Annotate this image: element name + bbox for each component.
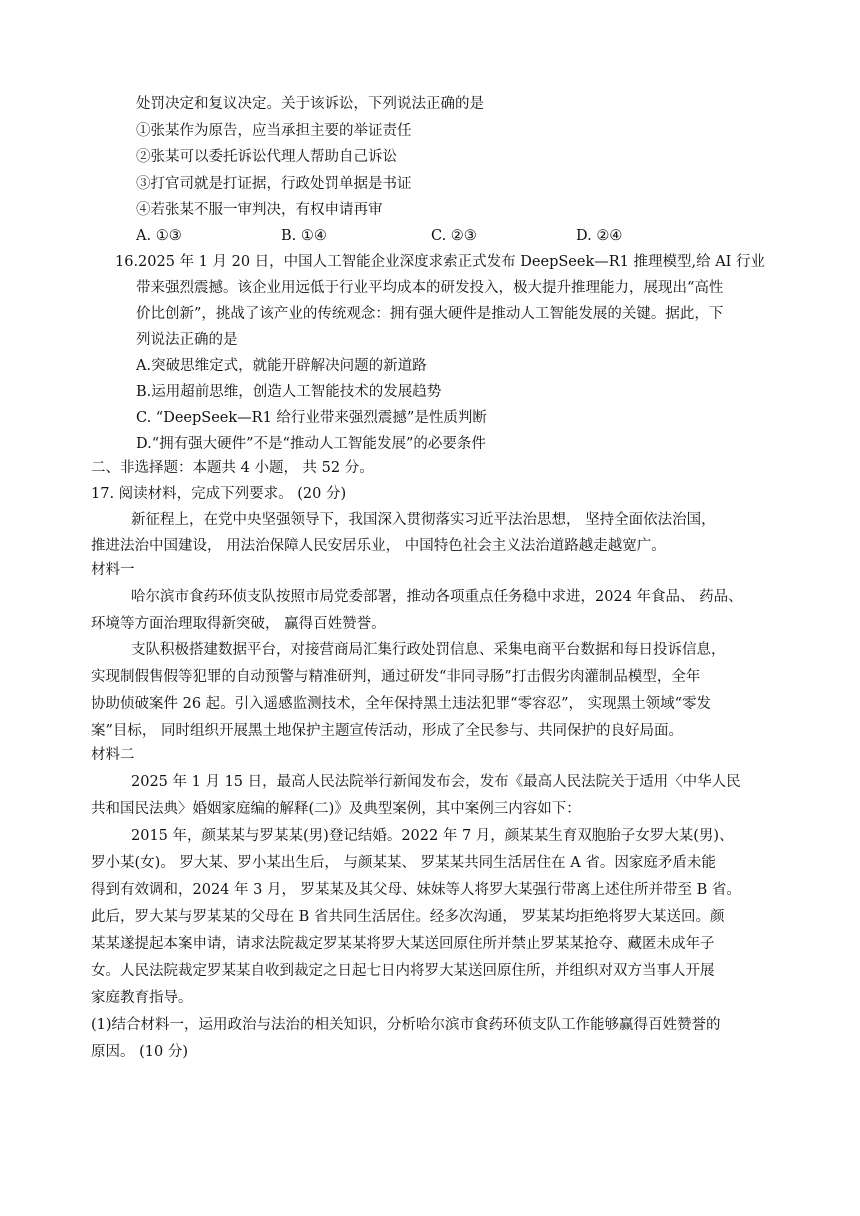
q15-option-d: D. ②④ xyxy=(576,228,623,244)
material2-line-7: 某某遂提起本案申请，请求法院裁定罗某某将罗大某送回原住所并禁止罗某某抢夺、藏匿未成年子 xyxy=(91,936,715,952)
q15-option-a: A. ①③ xyxy=(136,228,182,244)
material2-line-9: 家庭教育指导。 xyxy=(91,990,193,1006)
q15-option-b: B. ①④ xyxy=(281,228,327,244)
q15-intro-tail: 处罚决定和复议决定。关于该诉讼，下列说法正确的是 xyxy=(136,96,484,112)
material2-line-1: 2025 年 1 月 15 日，最高人民法院举行新闻发布会，发布《最高人民法院关于适用〈中华人民 xyxy=(131,774,741,790)
q16-option-b: B.运用超前思维，创造人工智能技术的发展趋势 xyxy=(136,384,442,400)
q16-line-3: 价比创新”，挑战了该产业的传统观念：拥有强大硬件是推动人工智能发展的关键。据此，下 xyxy=(136,306,724,322)
q17-sub1-line-2: 原因。 (10 分) xyxy=(91,1044,188,1060)
q16-option-c: C. “DeepSeek—R1 给行业带来强烈震撼”是性质判断 xyxy=(136,410,487,426)
q17-sub1-line-1: (1)结合材料一，运用政治与法治的相关知识，分析哈尔滨市食药环侦支队工作能够赢得百姓赞誉的 xyxy=(91,1017,721,1033)
material2-line-2: 共和国民法典〉婚姻家庭编的解释(二)》及典型案例，其中案例三内容如下： xyxy=(91,801,581,817)
q15-item-3: ③打官司就是打证据，行政处罚单据是书证 xyxy=(136,176,412,192)
q16-line-2: 带来强烈震撼。该企业用远低于行业平均成本的研发投入，极大提升推理能力，展现出“高性 xyxy=(136,280,724,296)
material1-line-3: 支队积极搭建数据平台，对接营商局汇集行政处罚信息、采集电商平台数据和每日投诉信息， xyxy=(131,642,726,658)
q15-item-1: ①张某作为原告，应当承担主要的举证责任 xyxy=(136,123,412,139)
q16-option-a: A.突破思维定式，就能开辟解决问题的新道路 xyxy=(136,358,427,374)
material1-line-6: 案”目标， 同时组织开展黑土地保护主题宣传活动，形成了全民参与、共同保护的良好局面。 xyxy=(91,723,684,739)
material1-label: 材料一 xyxy=(91,562,135,578)
q16-option-d: D.“拥有强大硬件”不是“推动人工智能发展”的必要条件 xyxy=(136,436,486,452)
material2-label: 材料二 xyxy=(91,747,135,763)
q16-line-1: 16.2025 年 1 月 20 日，中国人工智能企业深度求索正式发布 DeepSeek—R1 推理模型,给 AI 行业 xyxy=(115,254,766,270)
q15-item-2: ②张某可以委托诉讼代理人帮助自己诉讼 xyxy=(136,149,397,165)
section2-heading: 二、非选择题：本题共 4 小题， 共 52 分。 xyxy=(91,460,374,476)
q15-option-c: C. ②③ xyxy=(431,228,477,244)
q17-intro-1: 新征程上，在党中央坚强领导下，我国深入贯彻落实习近平法治思想， 坚持全面依法治国， xyxy=(131,512,716,528)
material2-line-3: 2015 年，颜某某与罗某某(男)登记结婚。2022 年 7 月，颜某某生育双胞胎子女罗大某(男)、 xyxy=(131,828,734,844)
material1-line-4: 实现制假售假等犯罪的自动预警与精准研判，通过研发“非同寻肠”打击假劣肉灌制品模型，全年 xyxy=(91,669,701,685)
material1-line-1: 哈尔滨市食药环侦支队按照市局党委部署，推动各项重点任务稳中求进，2024 年食品、 药品、 xyxy=(131,589,743,605)
material2-line-6: 此后，罗大某与罗某某的父母在 B 省共同生活居住。经多次沟通， 罗某某均拒绝将罗大某送回。颜 xyxy=(91,909,725,925)
q17-heading: 17. 阅读材料，完成下列要求。 (20 分) xyxy=(91,486,347,502)
material2-line-4: 罗小某(女)。 罗大某、罗小某出生后， 与颜某某、 罗某某共同生活居住在 A 省。因家庭矛盾未能 xyxy=(91,855,716,871)
q16-line-4: 列说法正确的是 xyxy=(136,332,238,348)
q17-intro-2: 推进法治中国建设， 用法治保障人民安居乐业， 中国特色社会主义法治道路越走越宽广。 xyxy=(91,538,666,554)
material2-line-8: 女。人民法院裁定罗某某自收到裁定之日起七日内将罗大某送回原住所，并组织对双方当事人开展 xyxy=(91,963,715,979)
q15-item-4: ④若张某不服一审判决，有权申请再审 xyxy=(136,202,383,218)
material2-line-5: 得到有效调和，2024 年 3 月， 罗某某及其父母、妹妹等人将罗大某强行带离上述住所并带至 B 省。 xyxy=(91,882,741,898)
material1-line-5: 协助侦破案件 26 起。引入遥感监测技术，全年保持黑土违法犯罪“零容忍”， 实现黑土领域“零发 xyxy=(91,696,712,712)
material1-line-2: 环境等方面治理取得新突破， 赢得百姓赞誉。 xyxy=(91,616,386,632)
